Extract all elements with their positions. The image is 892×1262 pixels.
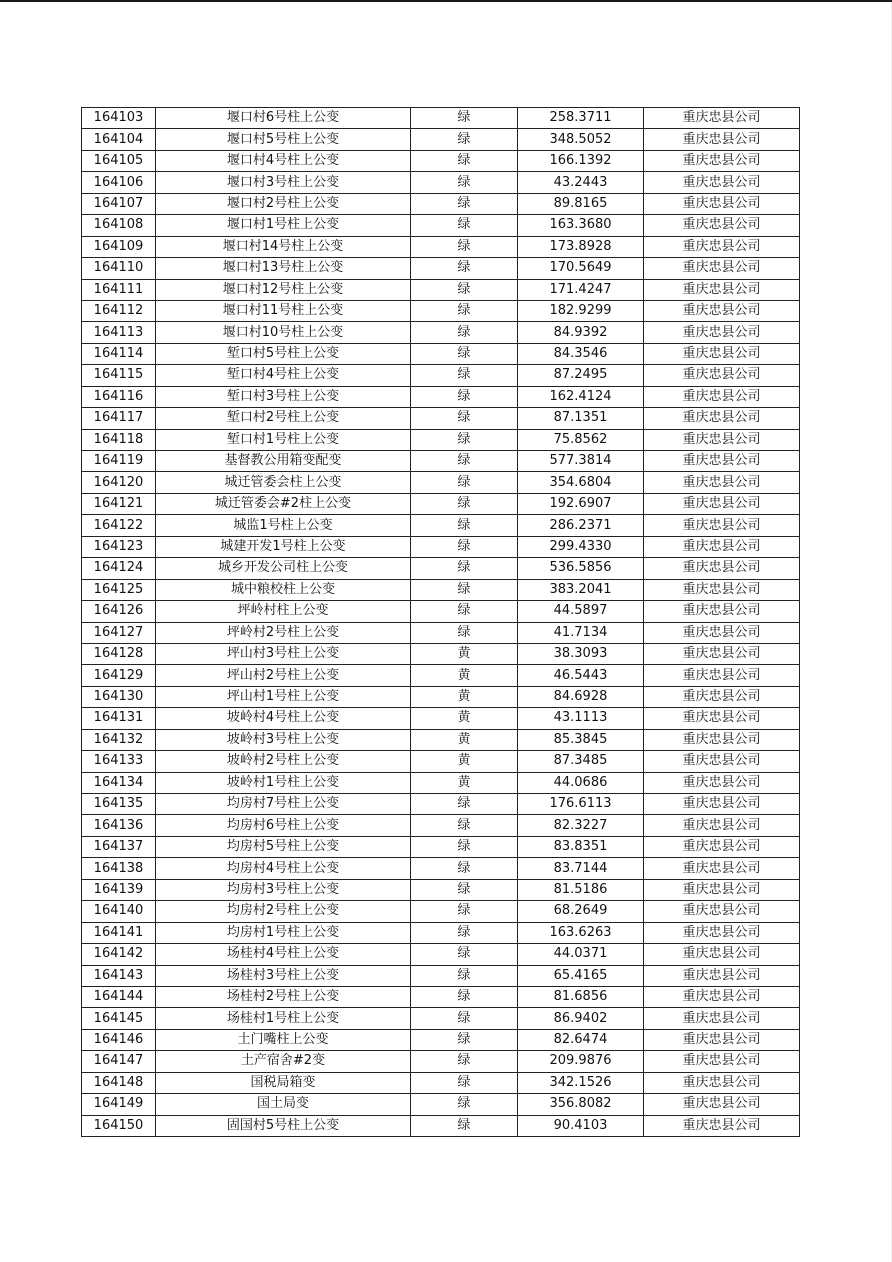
cell-status-color: 绿	[411, 1094, 518, 1115]
cell-name: 城乡开发公司柱上公变	[156, 558, 411, 579]
table-row	[82, 1051, 800, 1072]
cell-name: 堰口村12号柱上公变	[156, 279, 411, 300]
cell-name: 坪山村1号柱上公变	[156, 686, 411, 707]
cell-value: 82.6474	[518, 1029, 644, 1050]
cell-company: 重庆忠县公司	[644, 858, 800, 879]
cell-company: 重庆忠县公司	[644, 193, 800, 214]
cell-value: 182.9299	[518, 300, 644, 321]
cell-name: 堰口村13号柱上公变	[156, 258, 411, 279]
cell-company: 重庆忠县公司	[644, 879, 800, 900]
cell-value: 162.4124	[518, 386, 644, 407]
table-row	[82, 408, 800, 429]
cell-company: 重庆忠县公司	[644, 794, 800, 815]
table-row	[82, 879, 800, 900]
cell-name: 坪山村2号柱上公变	[156, 665, 411, 686]
cell-id: 164114	[82, 343, 156, 364]
cell-company: 重庆忠县公司	[644, 236, 800, 257]
cell-company: 重庆忠县公司	[644, 279, 800, 300]
cell-status-color: 黄	[411, 665, 518, 686]
table-row	[82, 279, 800, 300]
table-row	[82, 172, 800, 193]
cell-company: 重庆忠县公司	[644, 1008, 800, 1029]
cell-status-color: 绿	[411, 343, 518, 364]
cell-id: 164139	[82, 879, 156, 900]
cell-status-color: 黄	[411, 772, 518, 793]
cell-status-color: 绿	[411, 193, 518, 214]
table-row	[82, 150, 800, 171]
cell-status-color: 绿	[411, 815, 518, 836]
cell-name: 均房村5号柱上公变	[156, 836, 411, 857]
cell-value: 43.1113	[518, 708, 644, 729]
cell-status-color: 绿	[411, 493, 518, 514]
table-row	[82, 365, 800, 386]
cell-value: 356.8082	[518, 1094, 644, 1115]
table-row	[82, 836, 800, 857]
table-row	[82, 986, 800, 1007]
table-row	[82, 215, 800, 236]
cell-status-color: 绿	[411, 858, 518, 879]
table-row	[82, 300, 800, 321]
cell-name: 坪岭村2号柱上公变	[156, 622, 411, 643]
cell-value: 90.4103	[518, 1115, 644, 1136]
cell-value: 173.8928	[518, 236, 644, 257]
cell-id: 164135	[82, 794, 156, 815]
table-row	[82, 665, 800, 686]
cell-status-color: 绿	[411, 300, 518, 321]
table-row	[82, 1008, 800, 1029]
cell-id: 164129	[82, 665, 156, 686]
cell-name: 坡岭村4号柱上公变	[156, 708, 411, 729]
table-row	[82, 258, 800, 279]
cell-value: 176.6113	[518, 794, 644, 815]
cell-status-color: 黄	[411, 686, 518, 707]
cell-company: 重庆忠县公司	[644, 172, 800, 193]
cell-name: 坡岭村3号柱上公变	[156, 729, 411, 750]
cell-value: 83.7144	[518, 858, 644, 879]
cell-id: 164108	[82, 215, 156, 236]
cell-value: 86.9402	[518, 1008, 644, 1029]
cell-value: 82.3227	[518, 815, 644, 836]
table-row	[82, 193, 800, 214]
cell-status-color: 绿	[411, 322, 518, 343]
table-row	[82, 236, 800, 257]
table-row	[82, 643, 800, 664]
cell-name: 堰口村11号柱上公变	[156, 300, 411, 321]
cell-company: 重庆忠县公司	[644, 665, 800, 686]
cell-name: 堰口村14号柱上公变	[156, 236, 411, 257]
cell-status-color: 黄	[411, 643, 518, 664]
table-row	[82, 815, 800, 836]
cell-name: 城监1号柱上公变	[156, 515, 411, 536]
cell-company: 重庆忠县公司	[644, 108, 800, 129]
cell-company: 重庆忠县公司	[644, 772, 800, 793]
cell-status-color: 绿	[411, 536, 518, 557]
cell-name: 坪岭村柱上公变	[156, 601, 411, 622]
cell-name: 均房村1号柱上公变	[156, 922, 411, 943]
cell-id: 164136	[82, 815, 156, 836]
cell-name: 堑口村2号柱上公变	[156, 408, 411, 429]
cell-status-color: 绿	[411, 472, 518, 493]
cell-value: 44.5897	[518, 601, 644, 622]
table-row	[82, 429, 800, 450]
cell-status-color: 黄	[411, 729, 518, 750]
cell-status-color: 绿	[411, 386, 518, 407]
cell-id: 164133	[82, 751, 156, 772]
cell-name: 堑口村1号柱上公变	[156, 429, 411, 450]
cell-company: 重庆忠县公司	[644, 300, 800, 321]
cell-id: 164141	[82, 922, 156, 943]
cell-name: 坡岭村1号柱上公变	[156, 772, 411, 793]
table-row	[82, 622, 800, 643]
cell-value: 163.3680	[518, 215, 644, 236]
cell-status-color: 绿	[411, 836, 518, 857]
cell-company: 重庆忠县公司	[644, 515, 800, 536]
cell-value: 163.6263	[518, 922, 644, 943]
cell-status-color: 绿	[411, 429, 518, 450]
cell-id: 164134	[82, 772, 156, 793]
cell-status-color: 绿	[411, 236, 518, 257]
cell-company: 重庆忠县公司	[644, 493, 800, 514]
cell-value: 65.4165	[518, 965, 644, 986]
cell-company: 重庆忠县公司	[644, 1115, 800, 1136]
cell-status-color: 绿	[411, 129, 518, 150]
cell-id: 164126	[82, 601, 156, 622]
cell-id: 164117	[82, 408, 156, 429]
cell-value: 258.3711	[518, 108, 644, 129]
cell-company: 重庆忠县公司	[644, 215, 800, 236]
table-row	[82, 536, 800, 557]
table-row	[82, 901, 800, 922]
cell-name: 城迁管委会#2柱上公变	[156, 493, 411, 514]
cell-company: 重庆忠县公司	[644, 1072, 800, 1093]
cell-status-color: 绿	[411, 1008, 518, 1029]
cell-company: 重庆忠县公司	[644, 986, 800, 1007]
cell-value: 41.7134	[518, 622, 644, 643]
cell-name: 堰口村4号柱上公变	[156, 150, 411, 171]
cell-status-color: 绿	[411, 622, 518, 643]
cell-status-color: 绿	[411, 365, 518, 386]
cell-value: 84.9392	[518, 322, 644, 343]
cell-id: 164112	[82, 300, 156, 321]
cell-company: 重庆忠县公司	[644, 708, 800, 729]
cell-name: 坡岭村2号柱上公变	[156, 751, 411, 772]
cell-company: 重庆忠县公司	[644, 836, 800, 857]
cell-company: 重庆忠县公司	[644, 536, 800, 557]
cell-company: 重庆忠县公司	[644, 901, 800, 922]
cell-status-color: 绿	[411, 258, 518, 279]
cell-id: 164118	[82, 429, 156, 450]
cell-id: 164127	[82, 622, 156, 643]
cell-value: 84.6928	[518, 686, 644, 707]
table-row	[82, 1115, 800, 1136]
cell-status-color: 绿	[411, 150, 518, 171]
table-row	[82, 472, 800, 493]
cell-id: 164138	[82, 858, 156, 879]
cell-value: 209.9876	[518, 1051, 644, 1072]
cell-company: 重庆忠县公司	[644, 922, 800, 943]
cell-value: 170.5649	[518, 258, 644, 279]
cell-value: 299.4330	[518, 536, 644, 557]
cell-value: 166.1392	[518, 150, 644, 171]
cell-name: 国税局箱变	[156, 1072, 411, 1093]
cell-status-color: 绿	[411, 879, 518, 900]
cell-company: 重庆忠县公司	[644, 622, 800, 643]
cell-id: 164144	[82, 986, 156, 1007]
cell-id: 164130	[82, 686, 156, 707]
cell-company: 重庆忠县公司	[644, 944, 800, 965]
cell-id: 164124	[82, 558, 156, 579]
table-row	[82, 108, 800, 129]
table-row	[82, 858, 800, 879]
transformer-table	[81, 107, 800, 1137]
cell-name: 堰口村5号柱上公变	[156, 129, 411, 150]
cell-id: 164125	[82, 579, 156, 600]
cell-value: 192.6907	[518, 493, 644, 514]
cell-value: 83.8351	[518, 836, 644, 857]
cell-company: 重庆忠县公司	[644, 1029, 800, 1050]
cell-status-color: 黄	[411, 751, 518, 772]
cell-status-color: 绿	[411, 172, 518, 193]
cell-value: 87.3485	[518, 751, 644, 772]
cell-company: 重庆忠县公司	[644, 558, 800, 579]
cell-value: 536.5856	[518, 558, 644, 579]
cell-name: 堰口村1号柱上公变	[156, 215, 411, 236]
cell-name: 场桂村1号柱上公变	[156, 1008, 411, 1029]
table-row	[82, 794, 800, 815]
cell-id: 164132	[82, 729, 156, 750]
cell-name: 堰口村6号柱上公变	[156, 108, 411, 129]
cell-company: 重庆忠县公司	[644, 601, 800, 622]
cell-id: 164120	[82, 472, 156, 493]
cell-status-color: 绿	[411, 1115, 518, 1136]
cell-id: 164149	[82, 1094, 156, 1115]
cell-name: 基督教公用箱变配变	[156, 451, 411, 472]
table-row	[82, 1072, 800, 1093]
cell-id: 164107	[82, 193, 156, 214]
cell-value: 87.2495	[518, 365, 644, 386]
cell-company: 重庆忠县公司	[644, 429, 800, 450]
cell-name: 堰口村2号柱上公变	[156, 193, 411, 214]
cell-value: 75.8562	[518, 429, 644, 450]
cell-status-color: 绿	[411, 558, 518, 579]
cell-company: 重庆忠县公司	[644, 1051, 800, 1072]
cell-id: 164148	[82, 1072, 156, 1093]
cell-company: 重庆忠县公司	[644, 386, 800, 407]
cell-value: 68.2649	[518, 901, 644, 922]
cell-status-color: 绿	[411, 408, 518, 429]
cell-value: 84.3546	[518, 343, 644, 364]
cell-value: 44.0686	[518, 772, 644, 793]
table-row	[82, 322, 800, 343]
cell-value: 81.5186	[518, 879, 644, 900]
cell-value: 38.3093	[518, 643, 644, 664]
cell-status-color: 绿	[411, 579, 518, 600]
cell-name: 城建开发1号柱上公变	[156, 536, 411, 557]
cell-company: 重庆忠县公司	[644, 815, 800, 836]
cell-id: 164105	[82, 150, 156, 171]
cell-value: 46.5443	[518, 665, 644, 686]
cell-company: 重庆忠县公司	[644, 686, 800, 707]
cell-value: 87.1351	[518, 408, 644, 429]
cell-company: 重庆忠县公司	[644, 343, 800, 364]
cell-status-color: 绿	[411, 901, 518, 922]
cell-name: 土产宿舍#2变	[156, 1051, 411, 1072]
table-row	[82, 729, 800, 750]
cell-id: 164104	[82, 129, 156, 150]
cell-name: 堰口村3号柱上公变	[156, 172, 411, 193]
cell-name: 均房村3号柱上公变	[156, 879, 411, 900]
cell-name: 均房村7号柱上公变	[156, 794, 411, 815]
cell-company: 重庆忠县公司	[644, 451, 800, 472]
cell-status-color: 绿	[411, 1051, 518, 1072]
cell-id: 164131	[82, 708, 156, 729]
cell-name: 均房村2号柱上公变	[156, 901, 411, 922]
cell-name: 固国村5号柱上公变	[156, 1115, 411, 1136]
cell-value: 354.6804	[518, 472, 644, 493]
cell-name: 堑口村5号柱上公变	[156, 343, 411, 364]
cell-status-color: 绿	[411, 601, 518, 622]
cell-status-color: 绿	[411, 922, 518, 943]
cell-value: 348.5052	[518, 129, 644, 150]
cell-status-color: 绿	[411, 1072, 518, 1093]
cell-name: 堰口村10号柱上公变	[156, 322, 411, 343]
cell-id: 164121	[82, 493, 156, 514]
cell-id: 164122	[82, 515, 156, 536]
cell-id: 164115	[82, 365, 156, 386]
cell-company: 重庆忠县公司	[644, 408, 800, 429]
table-row	[82, 1094, 800, 1115]
table-row	[82, 686, 800, 707]
cell-company: 重庆忠县公司	[644, 129, 800, 150]
cell-company: 重庆忠县公司	[644, 472, 800, 493]
cell-id: 164123	[82, 536, 156, 557]
table-row	[82, 558, 800, 579]
table-body	[82, 108, 800, 1137]
cell-id: 164111	[82, 279, 156, 300]
cell-name: 国土局变	[156, 1094, 411, 1115]
cell-name: 场桂村3号柱上公变	[156, 965, 411, 986]
cell-company: 重庆忠县公司	[644, 365, 800, 386]
cell-status-color: 绿	[411, 215, 518, 236]
cell-value: 342.1526	[518, 1072, 644, 1093]
cell-company: 重庆忠县公司	[644, 643, 800, 664]
table-row	[82, 601, 800, 622]
cell-id: 164128	[82, 643, 156, 664]
cell-id: 164137	[82, 836, 156, 857]
cell-id: 164147	[82, 1051, 156, 1072]
cell-status-color: 绿	[411, 965, 518, 986]
cell-company: 重庆忠县公司	[644, 150, 800, 171]
cell-id: 164116	[82, 386, 156, 407]
cell-value: 44.0371	[518, 944, 644, 965]
cell-company: 重庆忠县公司	[644, 751, 800, 772]
cell-value: 171.4247	[518, 279, 644, 300]
cell-status-color: 黄	[411, 708, 518, 729]
cell-value: 577.3814	[518, 451, 644, 472]
cell-name: 堑口村4号柱上公变	[156, 365, 411, 386]
table-row	[82, 708, 800, 729]
table-row	[82, 343, 800, 364]
cell-id: 164150	[82, 1115, 156, 1136]
cell-id: 164119	[82, 451, 156, 472]
cell-name: 堑口村3号柱上公变	[156, 386, 411, 407]
cell-id: 164142	[82, 944, 156, 965]
cell-name: 场桂村2号柱上公变	[156, 986, 411, 1007]
table-row	[82, 965, 800, 986]
cell-id: 164106	[82, 172, 156, 193]
cell-status-color: 绿	[411, 279, 518, 300]
cell-name: 城中粮校柱上公变	[156, 579, 411, 600]
cell-status-color: 绿	[411, 108, 518, 129]
cell-company: 重庆忠县公司	[644, 1094, 800, 1115]
cell-value: 85.3845	[518, 729, 644, 750]
cell-company: 重庆忠县公司	[644, 322, 800, 343]
cell-name: 场桂村4号柱上公变	[156, 944, 411, 965]
cell-id: 164113	[82, 322, 156, 343]
cell-id: 164109	[82, 236, 156, 257]
table-row	[82, 772, 800, 793]
cell-name: 土门嘴柱上公变	[156, 1029, 411, 1050]
cell-status-color: 绿	[411, 515, 518, 536]
cell-value: 383.2041	[518, 579, 644, 600]
cell-id: 164143	[82, 965, 156, 986]
cell-name: 均房村4号柱上公变	[156, 858, 411, 879]
cell-id: 164146	[82, 1029, 156, 1050]
cell-company: 重庆忠县公司	[644, 729, 800, 750]
table-row	[82, 493, 800, 514]
table-row	[82, 751, 800, 772]
cell-id: 164110	[82, 258, 156, 279]
cell-name: 城迁管委会柱上公变	[156, 472, 411, 493]
table-row	[82, 922, 800, 943]
cell-status-color: 绿	[411, 986, 518, 1007]
cell-company: 重庆忠县公司	[644, 258, 800, 279]
table-row	[82, 129, 800, 150]
table-row	[82, 515, 800, 536]
page-top-border	[0, 0, 892, 2]
cell-status-color: 绿	[411, 1029, 518, 1050]
cell-value: 286.2371	[518, 515, 644, 536]
cell-status-color: 绿	[411, 451, 518, 472]
cell-id: 164140	[82, 901, 156, 922]
table-row	[82, 451, 800, 472]
table-row	[82, 944, 800, 965]
cell-name: 坪山村3号柱上公变	[156, 643, 411, 664]
cell-value: 89.8165	[518, 193, 644, 214]
cell-company: 重庆忠县公司	[644, 579, 800, 600]
table-row	[82, 386, 800, 407]
cell-status-color: 绿	[411, 944, 518, 965]
cell-value: 81.6856	[518, 986, 644, 1007]
cell-name: 均房村6号柱上公变	[156, 815, 411, 836]
cell-company: 重庆忠县公司	[644, 965, 800, 986]
table-row	[82, 1029, 800, 1050]
cell-id: 164145	[82, 1008, 156, 1029]
cell-id: 164103	[82, 108, 156, 129]
cell-status-color: 绿	[411, 794, 518, 815]
table-row	[82, 579, 800, 600]
cell-value: 43.2443	[518, 172, 644, 193]
